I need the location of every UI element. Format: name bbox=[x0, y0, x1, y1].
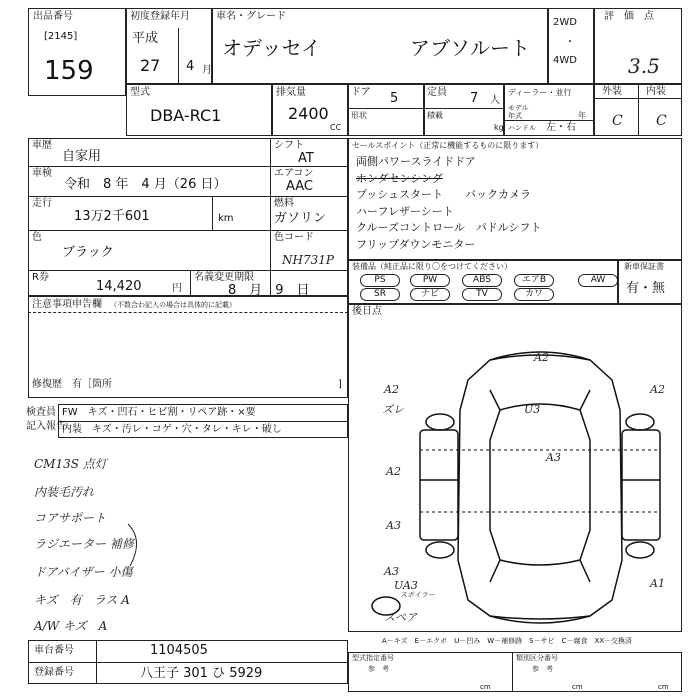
damage-mark: A3 bbox=[386, 519, 401, 532]
capacity-value: 7 bbox=[470, 91, 479, 106]
cm-unit-1: cm bbox=[480, 683, 491, 691]
divider bbox=[28, 312, 348, 313]
damage-mark: A1 bbox=[650, 577, 665, 590]
ext-checks: FW キズ・凹石・ヒビ割・リペア跡・×要 bbox=[62, 407, 256, 418]
class-label: 類別区分番号 bbox=[516, 654, 558, 662]
equipment-label: 装備品（純正品に限り〇をつけてください） bbox=[352, 262, 512, 271]
lot-code: [2145] bbox=[44, 31, 78, 42]
tax-label: 名義変更期限 bbox=[194, 272, 254, 283]
divider bbox=[96, 640, 97, 684]
model-year-label: モデル年式 bbox=[508, 104, 529, 120]
damage-mark: A2 bbox=[650, 383, 665, 396]
divider bbox=[348, 108, 424, 109]
ref-label-2: 参 考 bbox=[532, 665, 553, 673]
handwritten-note: A/W キズ A bbox=[34, 619, 108, 633]
equipment-item: TV bbox=[462, 288, 502, 301]
selling-point-item: ハーフレザーシート bbox=[356, 204, 454, 218]
interior-label: 内装 bbox=[646, 86, 666, 97]
damage-mark: ズレ bbox=[382, 403, 404, 416]
selling-point-item: ホンダセンシング bbox=[356, 171, 443, 185]
selling-points-list bbox=[356, 154, 541, 253]
capacity-label: 定員 bbox=[427, 87, 447, 98]
chassis-value: 1104505 bbox=[150, 643, 208, 658]
inspection-value: 令和 8 年 4 月（26 日） bbox=[64, 177, 227, 192]
handwritten-note: 内装毛汚れ bbox=[34, 485, 95, 499]
repair-bracket-close: ] bbox=[338, 379, 342, 390]
chassis-label: 車台番号 bbox=[34, 645, 74, 656]
new-car-label: 新車保証書 bbox=[624, 262, 664, 271]
recycle-value: 14,420 bbox=[96, 279, 142, 294]
disp-label: 排気量 bbox=[276, 87, 306, 98]
cm-unit-2: cm bbox=[572, 683, 583, 691]
divider bbox=[512, 652, 513, 692]
color-value: ブラック bbox=[62, 245, 114, 260]
reg-year: 27 bbox=[140, 56, 161, 75]
exterior-label: 外装 bbox=[602, 86, 622, 97]
caution-label: 注意事項申告欄 bbox=[32, 299, 102, 310]
dealer-label: ディーラー・並行 bbox=[508, 88, 572, 97]
kg-unit: kg bbox=[494, 123, 504, 132]
damage-mark: スポイラー bbox=[400, 591, 435, 599]
divider bbox=[504, 120, 594, 121]
damage-mark: UA3 bbox=[394, 579, 418, 592]
divider bbox=[28, 270, 348, 271]
record-label: 記入報告 bbox=[26, 421, 66, 432]
divider bbox=[28, 662, 348, 663]
divider bbox=[270, 138, 271, 296]
tax-value: 8 月 9 日 bbox=[228, 283, 310, 298]
new-car-value: 有・無 bbox=[626, 281, 666, 296]
equipment-item: ナビ bbox=[410, 288, 450, 301]
ac-label: エアコン bbox=[274, 168, 314, 179]
divider bbox=[28, 230, 348, 231]
divider bbox=[178, 28, 179, 84]
bracket-mark bbox=[124, 520, 154, 570]
equipment-item: エアB bbox=[514, 274, 554, 287]
handwritten-note: CM13S 点灯 bbox=[34, 457, 107, 471]
divider bbox=[190, 270, 191, 296]
divider bbox=[28, 196, 348, 197]
fuel-label: 燃料 bbox=[274, 198, 294, 209]
first-reg-label: 初度登録年月 bbox=[130, 11, 190, 22]
cc-unit: CC bbox=[330, 123, 342, 132]
handwritten-note: ドアバイザー 小傷 bbox=[34, 565, 133, 579]
inspector-label: 検査員 bbox=[26, 407, 56, 418]
cert-box bbox=[348, 652, 682, 692]
yen-unit: 円 bbox=[172, 283, 182, 294]
ac-value: AAC bbox=[286, 179, 313, 194]
selling-point-item: プッシュスタート バックカメラ bbox=[356, 188, 532, 201]
handle-label: ハンドル bbox=[508, 124, 536, 132]
cm-unit-3: cm bbox=[658, 683, 669, 691]
interior-grade: C bbox=[656, 113, 667, 129]
divider bbox=[28, 166, 348, 167]
mileage-value: 13万2千601 bbox=[74, 209, 150, 224]
lot-number: 159 bbox=[44, 56, 94, 86]
disp-value: 2400 bbox=[288, 104, 329, 123]
damage-mark: A3 bbox=[546, 451, 561, 464]
selling-point-item: フリップダウンモニター bbox=[356, 237, 476, 251]
shift-value: AT bbox=[298, 151, 314, 166]
eval-label: 評 価 点 bbox=[604, 11, 654, 22]
caution-note: （不数合わ記入の場合は具体的に記載） bbox=[110, 301, 236, 309]
divider bbox=[638, 84, 639, 136]
handwritten-note: キズ 有 ラス A bbox=[34, 593, 130, 607]
type-cert-label: 型式指定番号 bbox=[352, 654, 394, 662]
damage-mark: A2 bbox=[534, 351, 549, 364]
equipment-item: ABS bbox=[462, 274, 502, 287]
after-label: 後日点 bbox=[352, 306, 382, 317]
divider bbox=[58, 421, 348, 422]
exterior-grade: C bbox=[612, 113, 623, 129]
damage-mark: A2 bbox=[384, 383, 399, 396]
recycle-label: R券 bbox=[32, 272, 49, 283]
era-label: 平成 bbox=[132, 31, 159, 46]
car-grade: アブソルート bbox=[410, 36, 530, 60]
reg-month: 4 bbox=[186, 59, 195, 74]
inspection-label: 車検 bbox=[32, 168, 52, 179]
drive-2wd: 2WD bbox=[553, 17, 577, 28]
usage-value: 自家用 bbox=[62, 149, 102, 164]
km-unit: km bbox=[218, 213, 234, 224]
usage-label: 車歴 bbox=[32, 140, 52, 151]
drive-dot: ・ bbox=[565, 37, 575, 48]
handle-value: 左・右 bbox=[546, 122, 576, 133]
model-value: DBA-RC1 bbox=[150, 106, 222, 125]
int-checks: 内装 キズ・汚レ・コゲ・穴・タレ・キレ・破し bbox=[62, 424, 282, 435]
capacity-unit: 人 bbox=[490, 95, 500, 106]
damage-mark: U3 bbox=[524, 403, 541, 416]
colorcode-value: NH731P bbox=[282, 253, 334, 267]
equipment-item: PW bbox=[410, 274, 450, 287]
equipment-item: カワ bbox=[514, 288, 554, 301]
fuel-value: ガソリン bbox=[274, 211, 327, 226]
doors-value: 5 bbox=[390, 91, 399, 106]
lot-label: 出品番号 bbox=[33, 11, 73, 22]
handwritten-note: ラジエーター 補修 bbox=[34, 537, 134, 551]
handwritten-note: コアサポート bbox=[34, 511, 107, 525]
color-label: 色 bbox=[32, 232, 42, 243]
damage-mark: スペア bbox=[384, 611, 417, 624]
model-label: 型式 bbox=[130, 87, 150, 98]
year-unit: 年 bbox=[578, 111, 586, 120]
damage-mark: A2 bbox=[386, 465, 401, 478]
selling-points-label: セールスポイント（正常に機能するものに限ります） bbox=[352, 141, 544, 150]
plate-label: 登録番号 bbox=[34, 667, 74, 678]
colorcode-label: 色コード bbox=[274, 232, 314, 243]
equipment-item: SR bbox=[360, 288, 400, 301]
shift-label: シフト bbox=[274, 140, 304, 151]
damage-legend: A－キズ E－エクボ U－凹み W－補修跡 S－サビ C－腐食 XX－交換済 bbox=[382, 637, 633, 645]
selling-point-item: 両側パワースライドドア bbox=[356, 155, 476, 168]
damage-mark: A3 bbox=[384, 565, 399, 578]
repair-history: 修復歴 有［箇所 bbox=[32, 379, 112, 390]
shape-label: 形状 bbox=[351, 111, 367, 120]
selling-point-item: クルーズコントロール パドルシフト bbox=[356, 221, 542, 234]
equipment-item: AW bbox=[578, 274, 618, 287]
name-label: 車名・グレード bbox=[216, 11, 286, 22]
divider bbox=[212, 196, 213, 230]
month-unit: 月 bbox=[202, 65, 212, 76]
ref-label-1: 参 考 bbox=[368, 665, 389, 673]
doors-label: ドア bbox=[351, 87, 371, 98]
car-name: オデッセイ bbox=[222, 36, 321, 60]
equipment-item: PS bbox=[360, 274, 400, 287]
eval-score: 3.5 bbox=[628, 54, 660, 78]
divider bbox=[424, 108, 504, 109]
mileage-label: 走行 bbox=[32, 198, 52, 209]
drive-4wd: 4WD bbox=[553, 55, 577, 66]
load-label: 積載 bbox=[427, 111, 443, 120]
plate-value: 八王子 301 ひ 5929 bbox=[140, 666, 263, 681]
